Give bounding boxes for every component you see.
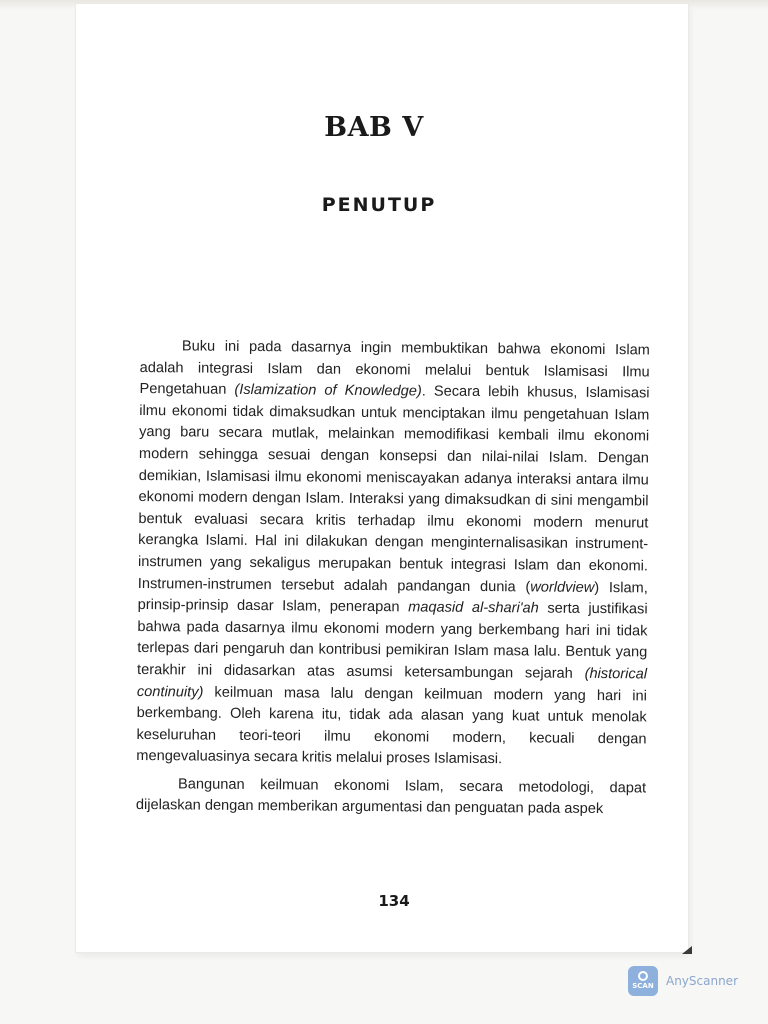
paragraph bbox=[136, 774, 646, 822]
chapter-title: BAB V bbox=[324, 112, 424, 143]
page-number: 134 bbox=[378, 892, 410, 910]
text-run: . Secara lebih khusus, Islamisasi ilmu ekonomi tidak dimaksudkan untuk menciptakan ilmu pengetahuan Islam yang baru secara mutlak, melainkan memodifikasi kembali ilmu ekonomi modern sehingga sesuai dengan konsepsi dan nilai-nilai Islam. Dengan demikian, Islamisasi ilmu ekonomi meniscayakan adanya interaksi antara ilmu ekonomi modern dengan Islam. Interaksi yang dimaksudkan di sini mengambil bentuk evaluasi secara kritis terhadap ilmu ekonomi modern menurut kerangka Islami. Hal ini dilakukan dengan menginternalisasikan instrument-instrumen yang sekaligus merupakan bentuk integrasi Islam dan ekonomi. Instrumen-instrumen tersebut adalah pandangan dunia ( bbox=[137, 383, 650, 595]
paragraph bbox=[136, 336, 650, 772]
italic-term: maqasid al-shari'ah bbox=[408, 599, 539, 617]
book-page bbox=[76, 4, 688, 952]
scanner-app-name: AnyScanner bbox=[665, 974, 738, 988]
italic-term: (historical continuity) bbox=[136, 665, 648, 701]
text-run: keilmuan masa lalu dengan keilmuan modern yang hari ini berkembang. Oleh karena itu, tidak ada alasan yang kuat untuk menolak keseluruhan teori-teori ilmu ekonomi modern, kecuali dengan mengevaluasinya secara kritis melalui proses Islamisasi. bbox=[136, 684, 647, 768]
italic-term: worldview bbox=[530, 578, 595, 596]
scanner-watermark bbox=[628, 966, 738, 996]
text-run: ) Islam, prinsip-prinsip dasar Islam, penerapan bbox=[137, 579, 648, 616]
text-run: Bangunan keilmuan ekonomi Islam, secara metodologi, dapat dijelaskan dengan memberikan argumentasi dan penguatan pada aspek bbox=[135, 776, 647, 818]
text-run: serta justifikasi bahwa pada dasarnya ilmu ekonomi modern yang berkembang hari ini tidak terlepas dari pengaruh dan kontribusi pemikiran Islam masa lalu. Bentuk yang terakhir ini didasarkan atas asumsi ketersambungan sejarah bbox=[137, 600, 648, 682]
text-run: Buku ini pada dasarnya ingin membuktikan bahwa ekonomi Islam adalah integrasi Islam dan ekonomi melalui bentuk Islamisasi Ilmu Pengetahuan bbox=[139, 338, 650, 399]
chapter-subtitle: PENUTUP bbox=[321, 194, 437, 216]
scanner-logo-icon bbox=[628, 966, 658, 996]
italic-term: (Islamization of Knowledge) bbox=[234, 382, 422, 400]
scanner-logo-text: SCAN bbox=[632, 982, 654, 990]
body-text bbox=[136, 336, 650, 821]
page-corner-shadow bbox=[682, 946, 692, 954]
